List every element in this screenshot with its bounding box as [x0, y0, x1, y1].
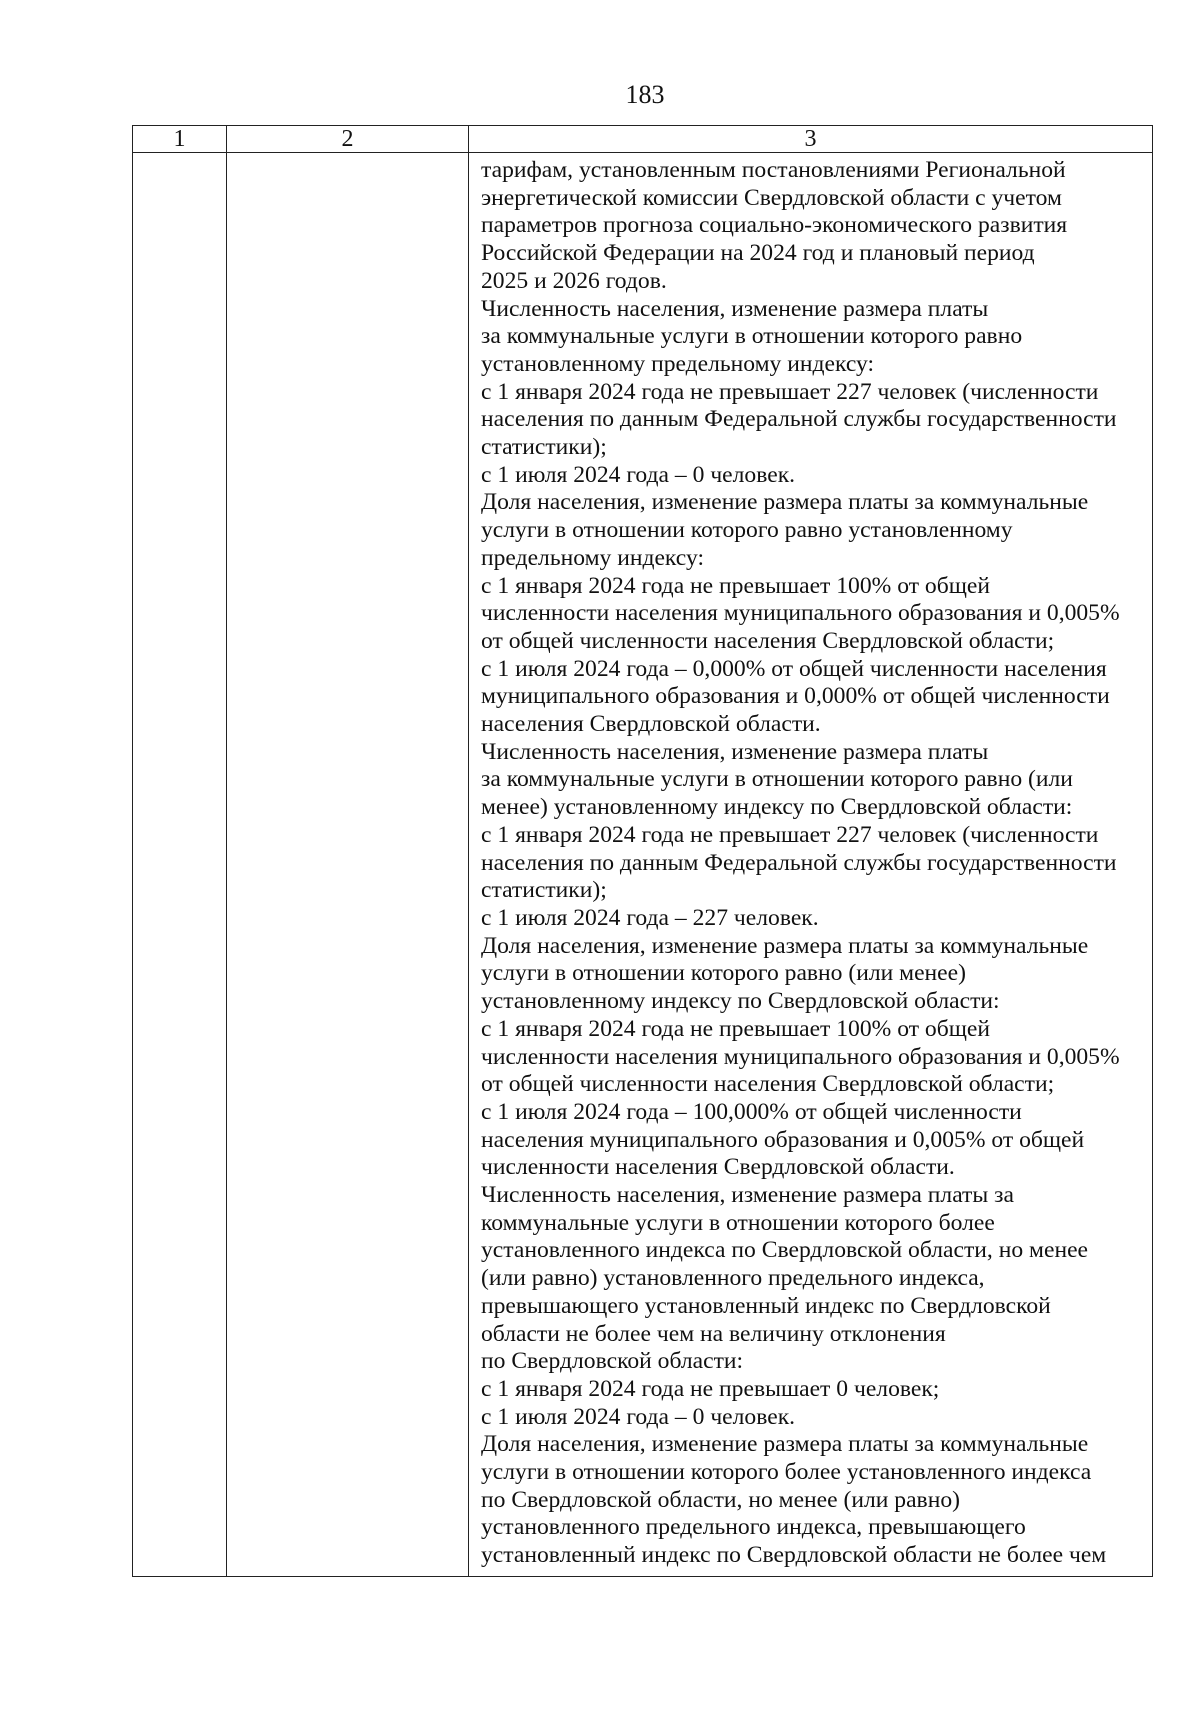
text-line: Численность населения, изменение размера платы: [481, 738, 989, 765]
text-line: тарифам, установленным постановлениями Региональной: [481, 157, 1066, 183]
column-header-2: 2: [227, 126, 469, 153]
text-line: (или равно) установленного предельного индекса,: [481, 1265, 985, 1292]
text-line: Доля населения, изменение размера платы за коммунальные: [481, 489, 1089, 516]
text-line: превышающего установленный индекс по Свердловской: [481, 1292, 1051, 1319]
text-line: от общей численности населения Свердловской области;: [481, 627, 1055, 654]
column-1-cell: [133, 153, 227, 1577]
column-3-text: [469, 153, 1152, 1570]
text-line: по Свердловской области, но менее (или равно): [481, 1486, 960, 1513]
text-line: за коммунальные услуги в отношении которого равно (или: [481, 766, 1073, 793]
text-line: по Свердловской области:: [481, 1348, 744, 1375]
text-line: с 1 июля 2024 года – 0 человек.: [481, 1403, 796, 1430]
text-line: установленному предельному индексу:: [481, 350, 875, 377]
text-line: Доля населения, изменение размера платы за коммунальные: [481, 932, 1089, 959]
text-line: предельному индексу:: [481, 544, 704, 571]
table-header-row: [133, 126, 1153, 153]
text-line: установленный индекс по Свердловской области не более чем: [481, 1542, 1107, 1569]
text-line: установленного индекса по Свердловской области, но менее: [481, 1237, 1089, 1264]
text-line: услуги в отношении которого равно (или менее): [481, 960, 966, 987]
text-line: с 1 января 2024 года не превышает 227 человек (численности: [481, 378, 1099, 405]
text-line: области не более чем на величину отклонения: [481, 1320, 946, 1347]
column-header-1: 1: [133, 126, 227, 153]
text-line: численности населения Свердловской области.: [481, 1154, 955, 1181]
text-line: численности населения муниципального образования и 0,005%: [481, 1043, 1120, 1070]
text-line: Численность населения, изменение размера платы за: [481, 1182, 1014, 1209]
text-line: услуги в отношении которого равно установленному: [481, 517, 1013, 544]
text-line: с 1 января 2024 года не превышает 100% от общей: [481, 1015, 990, 1042]
text-line: с 1 июля 2024 года – 227 человек.: [481, 904, 819, 931]
column-header-3: 3: [469, 126, 1153, 153]
text-line: с 1 января 2024 года не превышает 100% от общей: [481, 572, 990, 599]
column-2-cell: [227, 153, 469, 1577]
text-line: менее) установленному индексу по Свердловской области:: [481, 794, 1073, 821]
text-line: коммунальные услуги в отношении которого более: [481, 1209, 995, 1236]
column-3-cell: [469, 153, 1153, 1577]
text-line: населения муниципального образования и 0,005% от общей: [481, 1126, 1085, 1153]
text-line: с 1 июля 2024 года – 0,000% от общей численности населения: [481, 655, 1107, 682]
text-line: населения по данным Федеральной службы государственности: [481, 406, 1117, 433]
text-line: энергетической комиссии Свердловской области с учетом: [481, 184, 1062, 211]
page-number: 183: [625, 80, 665, 109]
text-line: с 1 января 2024 года не превышает 227 человек (численности: [481, 821, 1099, 848]
text-line: 2025 и 2026 годов.: [481, 267, 667, 294]
text-line: с 1 июля 2024 года – 100,000% от общей численности: [481, 1098, 1022, 1125]
text-line: с 1 июля 2024 года – 0 человек.: [481, 461, 796, 488]
text-line: Численность населения, изменение размера платы: [481, 295, 989, 322]
text-line: установленному индексу по Свердловской области:: [481, 988, 1000, 1015]
text-line: населения Свердловской области.: [481, 711, 821, 738]
text-line: параметров прогноза социально-экономического развития: [481, 212, 1068, 239]
text-line: населения по данным Федеральной службы государственности: [481, 849, 1117, 876]
text-line: Доля населения, изменение размера платы за коммунальные: [481, 1431, 1089, 1458]
text-line: услуги в отношении которого более установленного индекса: [481, 1459, 1092, 1486]
text-line: от общей численности населения Свердловской области;: [481, 1071, 1055, 1098]
text-line: установленного предельного индекса, превышающего: [481, 1514, 1026, 1541]
text-line: за коммунальные услуги в отношении которого равно: [481, 323, 1023, 350]
text-line: статистики);: [481, 877, 607, 904]
text-line: Российской Федерации на 2024 год и плановый период: [481, 240, 1035, 267]
text-line: статистики);: [481, 434, 607, 461]
text-line: численности населения муниципального образования и 0,005%: [481, 600, 1120, 627]
text-line: муниципального образования и 0,000% от общей численности: [481, 683, 1110, 710]
text-line: с 1 января 2024 года не превышает 0 человек;: [481, 1375, 940, 1402]
data-table: [132, 125, 1153, 1577]
table-row: [133, 153, 1153, 1577]
